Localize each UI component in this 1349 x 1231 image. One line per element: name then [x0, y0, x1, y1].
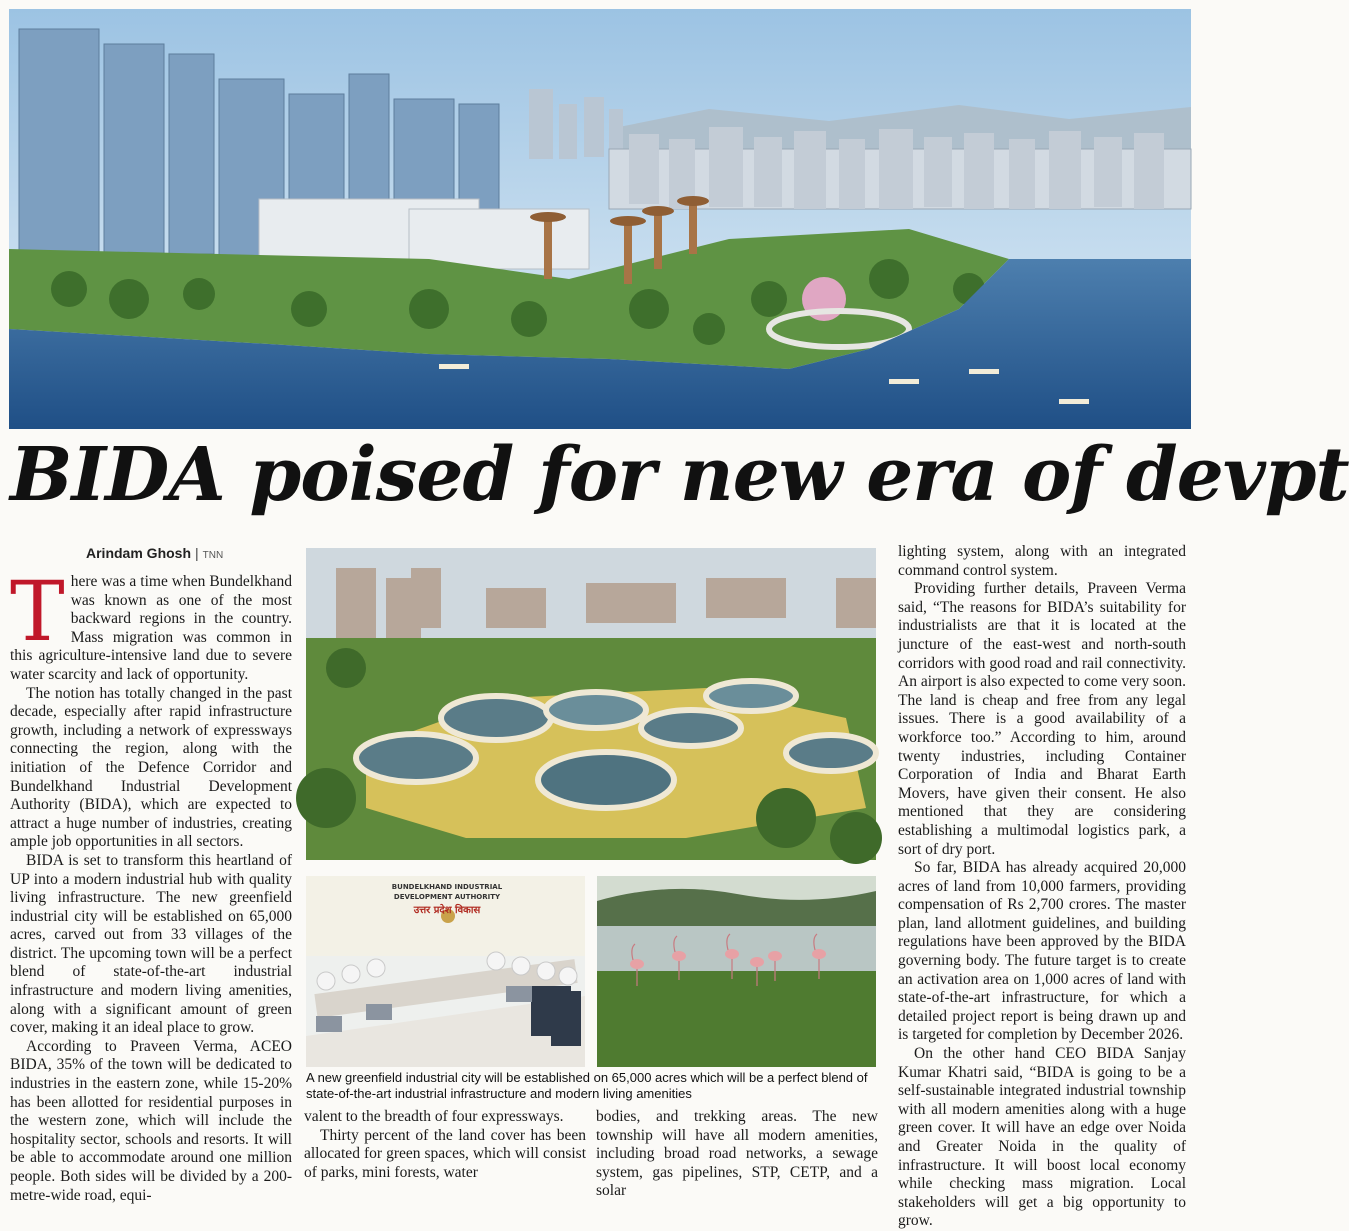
treatment-plant-photo	[306, 548, 876, 860]
meeting-banner	[356, 882, 538, 918]
article-paragraph: Providing further details, Praveen Verma said, “The reasons for BIDA’s suitability for industrialists are that it is located at the juncture of the east-west and north-south corridors with good road and rail connectivity. An airport is also expected to come very soon. The land is cheap and free from any legal issues. There is a good availability of a workforce too.” According to him, around twenty industries, including Container Corporation of India and Bharat Earth Movers, have given their consent. He also mentioned that they are considering establishing a multimodal logistics park, a sort of dry port.	[898, 580, 1186, 858]
article-column-4	[898, 543, 1186, 1230]
byline-separator: |	[195, 545, 199, 561]
article-paragraph: BIDA is set to transform this heartland of UP into a modern industrial hub with quality living infrastructure. The new greenfield industrial city will be established on 65,000 acres, carved out from 33 villages of the district. The upcoming town will be a perfect blend of state-of-the-art industrial infrastructure and modern living amenities, along with a significant amount of green cover, making it an ideal place to grow.	[10, 851, 292, 1037]
banner-line-1: BUNDELKHAND INDUSTRIAL	[391, 883, 503, 891]
article-paragraph: valent to the breadth of four expressways.	[304, 1108, 564, 1125]
drop-cap: T	[10, 565, 65, 660]
byline-author: Arindam Ghosh	[86, 545, 192, 561]
article-column-1	[10, 565, 292, 1204]
article-paragraph: bodies, and trekking areas. The new township will have all modern amenities, including broad road networks, a sewage system, gas pipelines, STP, CETP, and a solar	[596, 1108, 878, 1200]
byline	[86, 545, 223, 561]
article-paragraph: lighting system, along with an integrated command control system.	[898, 543, 1186, 579]
headline: BIDA poised for new era of devpt	[10, 432, 1349, 518]
article-paragraph: There was a time when Bundelkhand was known as one of the most backward regions in the country. Mass migration was common in this agriculture-intensive land due to severe water scarcity and lack of opportunity.	[10, 565, 292, 683]
hero-image	[9, 9, 1191, 429]
article-column-3	[596, 1108, 878, 1201]
banner-line-2: DEVELOPMENT AUTHORITY	[393, 893, 501, 901]
article-paragraph: Thirty percent of the land cover has been allocated for green spaces, which will consist of parks, mini forests, water	[304, 1126, 586, 1181]
photo-caption: A new greenfield industrial city will be established on 65,000 acres which will be a perfect blend of state-of-the-art industrial infrastructure and modern living amenities	[306, 1070, 868, 1101]
article-paragraph: The notion has totally changed in the past decade, especially after rapid infrastructure growth, including a network of expressways connecting the region, along with the initiation of the Defence Corridor and Bundelkhand Industrial Development Authority (BIDA), which are expected to attract a huge number of industries, creating ample job opportunities in all sectors.	[10, 684, 292, 851]
banner-hindi: उत्तर प्रदेश विकास	[413, 905, 481, 916]
article-paragraph: On the other hand CEO BIDA Sanjay Kumar Khatri said, “BIDA is going to be a self-sustainable integrated industrial township with all modern amenities along with a huge green cover. It will have an edge over Noida and Greater Noida in the quality of infrastructure. It will boost local economy while checking mass migration. Local stakeholders will get a big opportunity to grow.	[898, 1045, 1186, 1230]
flamingo-photo	[597, 876, 876, 1067]
article-column-2	[304, 1108, 586, 1182]
byline-agency: TNN	[202, 550, 224, 561]
article-paragraph: So far, BIDA has already acquired 20,000 acres of land from 10,000 farmers, providing compensation of Rs 2,700 crores. The master plan, land allotment guidelines, and building regulations have been approved by the BIDA governing body. The future target is to create an activation area on 1,000 acres of land with state-of-the-art infrastructure, for which a detailed project report is being drawn up and is targeted for completion by December 2026.	[898, 859, 1186, 1044]
article-paragraph: According to Praveen Verma, ACEO BIDA, 35% of the town will be dedicated to industries in the eastern zone, while 15-20% has been allotted for residential purposes in the western zone, which will include the hospitality sector, schools and resorts. It will be able to accommodate around one million people. Both sides will be divided by a 200-metre-wide road, equi-	[10, 1037, 292, 1204]
meeting-photo	[306, 876, 585, 1067]
